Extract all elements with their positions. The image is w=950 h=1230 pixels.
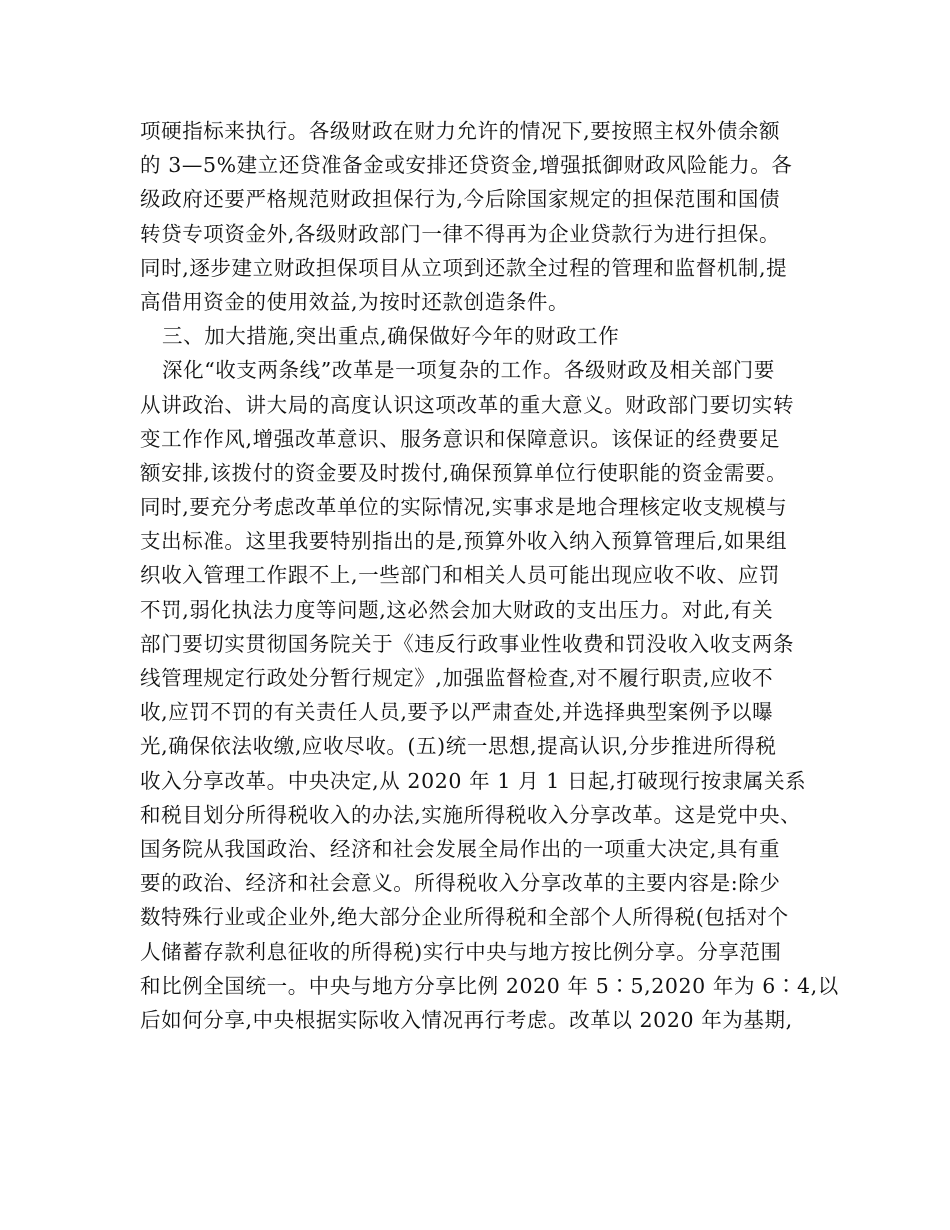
text-line: 支出标准。这里我要特别指出的是,预算外收入纳入预算管理后,如果组 [140, 529, 788, 554]
text-line: 项硬指标来执行。各级财政在财力允许的情况下,要按照主权外债余额 [140, 119, 781, 143]
text-line: 转贷专项资金外,各级财政部门一律不得再为企业贷款行为进行担保。 [140, 221, 781, 246]
text-line: 高借用资金的使用效益,为按时还款创造条件。 [140, 289, 570, 314]
text-line: 深化“收支两条线”改革是一项复杂的工作。各级财政及相关部门要 [162, 358, 775, 383]
text-line: 后如何分享,中央根据实际收入情况再行考虑。改革以 2020 年为基期, [140, 1007, 793, 1032]
text-line: 的 3—5%建立还贷准备金或安排还贷资金,增强抵御财政风险能力。各 [140, 153, 793, 178]
text-line: 同时,要充分考虑改革单位的实际情况,实事求是地合理核定收支规模与 [140, 495, 788, 520]
text-line: 要的政治、经济和社会意义。所得税收入分享改革的主要内容是:除少 [140, 871, 781, 896]
section-heading: 三、加大措施,突出重点,确保做好今年的财政工作 [162, 324, 620, 349]
text-line: 和税目划分所得税收入的办法,实施所得税收入分享改革。这是党中央、 [140, 802, 802, 827]
text-line: 变工作作风,增强改革意识、服务意识和保障意识。该保证的经费要足 [140, 426, 781, 451]
text-line: 光,确保依法收缴,应收尽收。(五)统一思想,提高认识,分步推进所得税 [140, 734, 777, 759]
text-line: 收,应罚不罚的有关责任人员,要予以严肃查处,并选择典型案例予以曝 [140, 700, 774, 725]
document-body [140, 114, 839, 1037]
text-line: 数特殊行业或企业外,绝大部分企业所得税和全部个人所得税(包括对个 [140, 905, 789, 930]
text-line: 人储蓄存款利息征收的所得税)实行中央与地方按比例分享。分享范围 [140, 939, 782, 964]
text-line: 从讲政治、讲大局的高度认识这项改革的重大意义。财政部门要切实转 [140, 392, 795, 417]
text-line: 和比例全国统一。中央与地方分享比例 2020 年 5∶5,2020 年为 6∶4,以 [140, 973, 839, 998]
text-line: 收入分享改革。中央决定,从 2020 年 1 月 1 日起,打破现行按隶属关系 [140, 768, 807, 793]
text-line: 级政府还要严格规范财政担保行为,今后除国家规定的担保范围和国债 [140, 187, 781, 212]
text-line: 不罚,弱化执法力度等问题,这必然会加大财政的支出压力。对此,有关 [140, 597, 774, 622]
text-line: 线管理规定行政处分暂行规定》,加强监督检查,对不履行职责,应收不 [140, 666, 774, 690]
text-line: 织收入管理工作跟不上,一些部门和相关人员可能出现应收不收、应罚 [140, 563, 781, 588]
text-line: 部门要切实贯彻国务院关于《违反行政事业性收费和罚没收入收支两条 [140, 631, 795, 656]
text-line: 同时,逐步建立财政担保项目从立项到还款全过程的管理和监督机制,提 [140, 255, 788, 280]
text-line: 额安排,该拨付的资金要及时拨付,确保预算单位行使职能的资金需要。 [140, 460, 788, 485]
text-line: 国务院从我国政治、经济和社会发展全局作出的一项重大决定,具有重 [140, 836, 781, 861]
